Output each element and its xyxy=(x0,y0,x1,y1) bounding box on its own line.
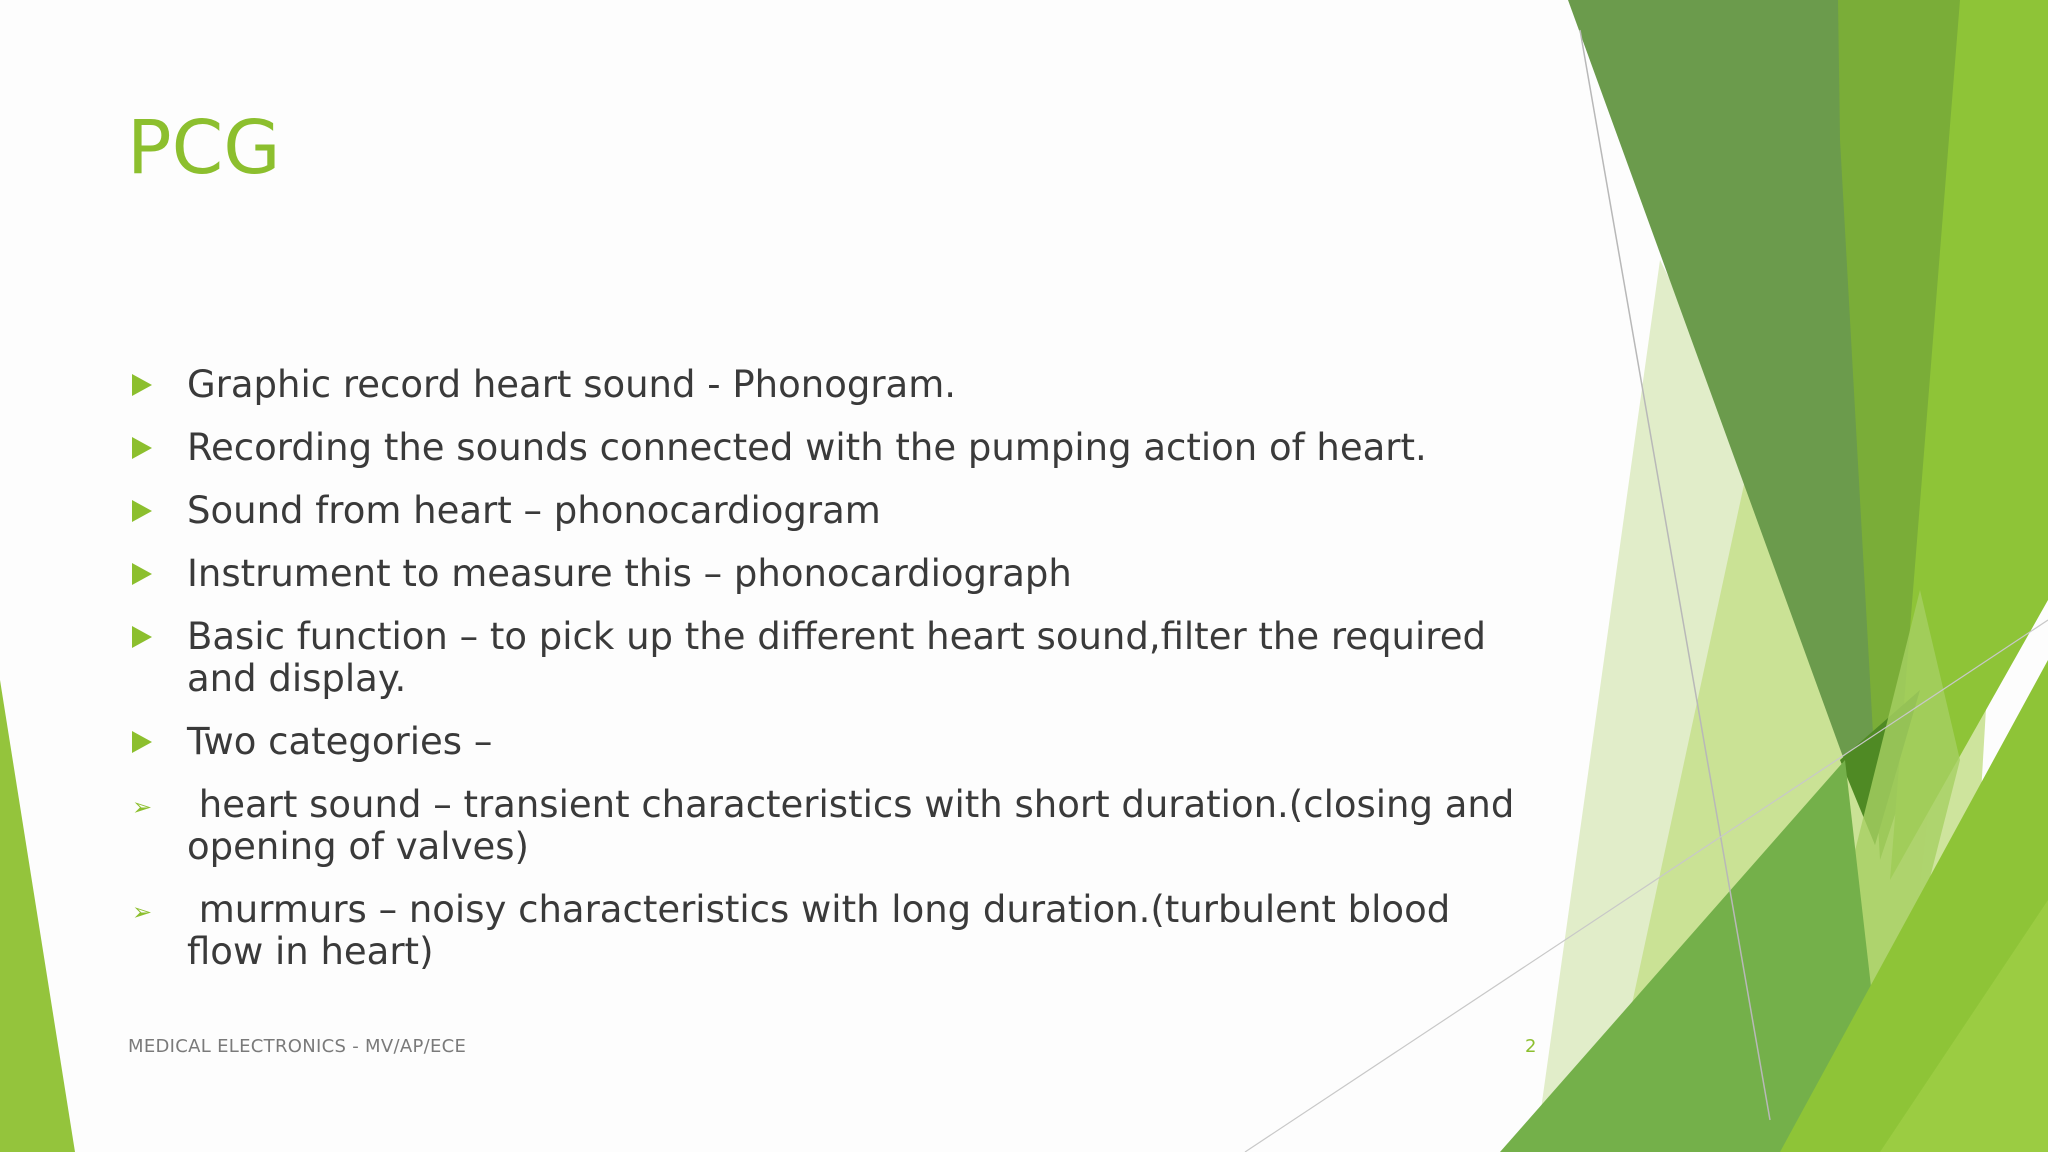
sub-bullet-item xyxy=(128,889,1518,973)
bullet-item xyxy=(128,490,1518,532)
arrowhead-bullet-icon: ➢ xyxy=(132,793,153,821)
bullet-text: Sound from heart – phonocardiogram xyxy=(187,489,881,532)
bullet-text: murmurs – noisy characteristics with long duration.(turbulent blood flow in heart) xyxy=(187,888,1462,973)
slide-footer: MEDICAL ELECTRONICS - MV/AP/ECE xyxy=(128,1036,467,1057)
triangle-bullet-icon xyxy=(132,500,152,522)
triangle-bullet-icon xyxy=(132,374,152,396)
triangle-bullet-icon xyxy=(132,437,152,459)
bullet-list xyxy=(128,363,1527,994)
left-green-sliver xyxy=(0,680,75,1152)
page-number: 2 xyxy=(1525,1036,1537,1057)
bullet-text: heart sound – transient characteristics with short duration.(closing and opening of valves) xyxy=(187,783,1527,868)
bullet-text: Instrument to measure this – phonocardiograph xyxy=(187,552,1072,595)
bullet-item xyxy=(128,616,1518,700)
bullet-text: Basic function – to pick up the different heart sound,filter the required and display. xyxy=(187,615,1486,700)
bullet-text: Two categories – xyxy=(187,720,493,763)
sub-bullet-item xyxy=(128,783,1527,868)
slide-title: PCG xyxy=(127,105,281,191)
bullet-item xyxy=(128,721,1518,763)
bullet-item xyxy=(128,553,1518,595)
triangle-bullet-icon xyxy=(132,563,152,585)
bullet-item xyxy=(128,427,1518,469)
triangle-bullet-icon xyxy=(132,731,152,753)
bullet-item xyxy=(128,364,1518,406)
bullet-text: Graphic record heart sound - Phonogram. xyxy=(187,363,957,406)
arrowhead-bullet-icon: ➢ xyxy=(132,898,153,926)
bullet-text: Recording the sounds connected with the pumping action of heart. xyxy=(187,426,1427,469)
triangle-bullet-icon xyxy=(132,626,152,648)
